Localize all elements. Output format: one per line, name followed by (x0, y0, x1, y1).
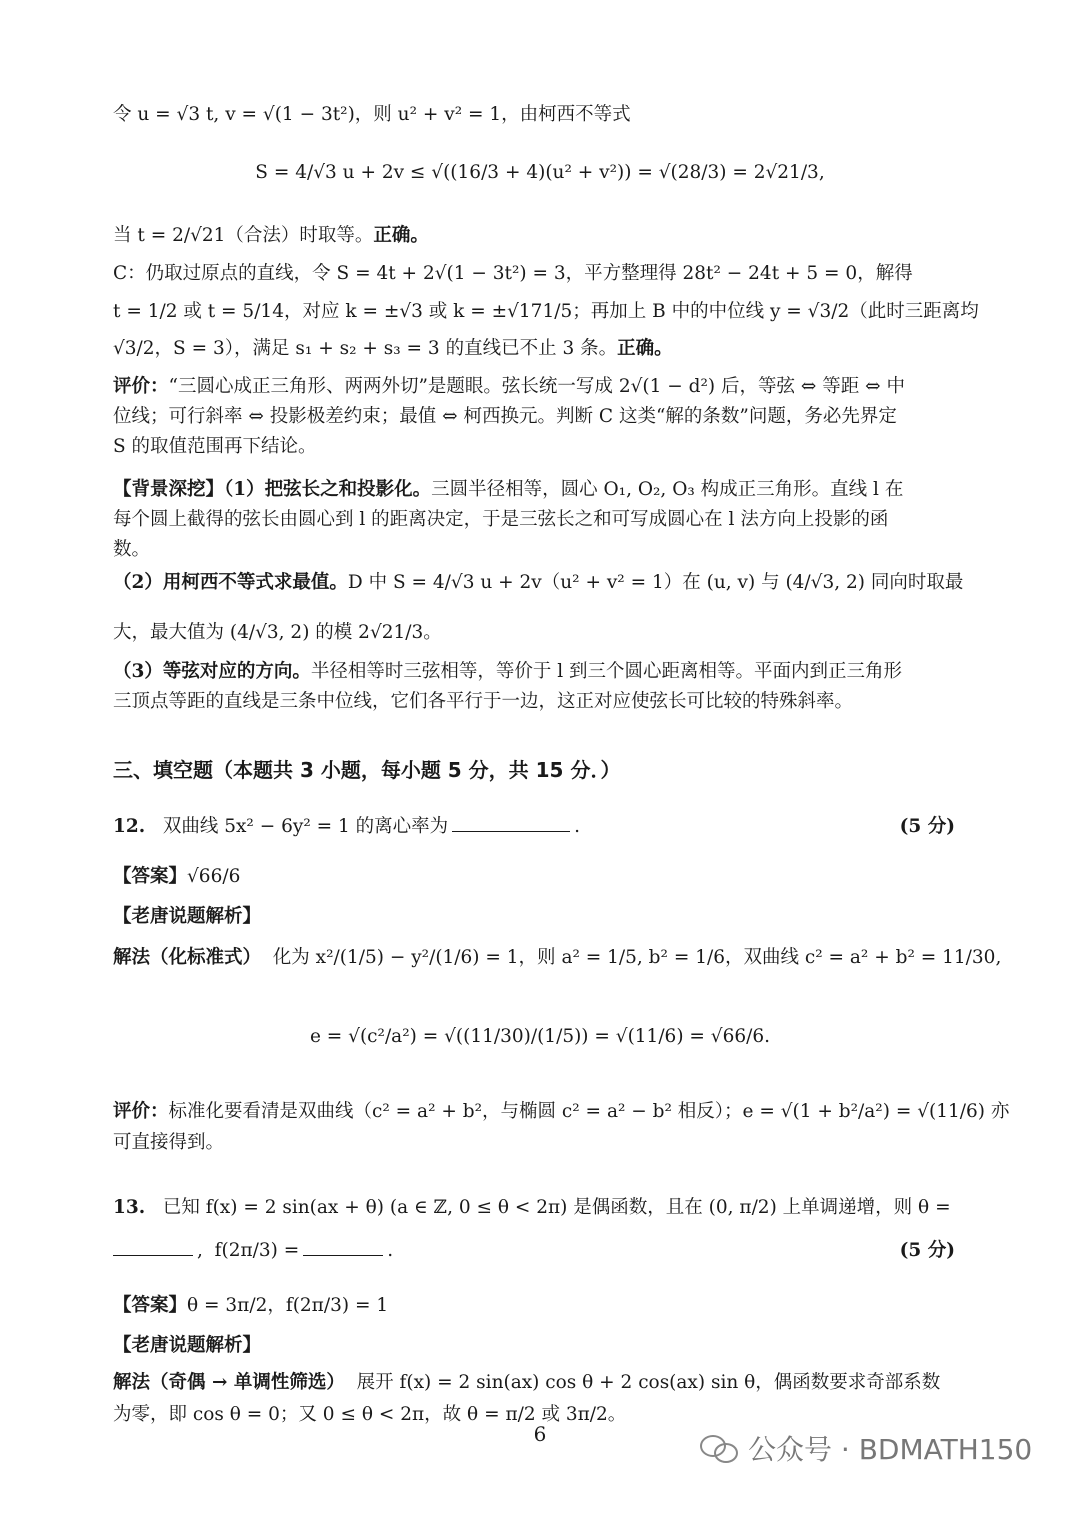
text-line: 评价：标准化要看清是双曲线（c² = a² + b²，与椭圆 c² = a² − b² 相反）；e = √(1 + b²/a²) = √(11/6) 亦 (113, 1101, 1010, 1122)
answer-blank[interactable] (303, 1237, 383, 1256)
analysis-heading: 【老唐说题解析】 (113, 1335, 262, 1356)
page-number: 6 (533, 1422, 547, 1446)
text-line: （3）等弦对应的方向。半径相等时三弦相等，等价于 l 到三个圆心距离相等。平面内到正三角形 (113, 661, 903, 682)
text-line: t = 1/2 或 t = 5/14，对应 k = ±√3 或 k = ±√171/5；再加上 B 中的中位线 y = √3/2（此时三距离均 (113, 301, 979, 322)
text-line: C：仍取过原点的直线，令 S = 4t + 2√(1 − 3t²) = 3，平方整理得 28t² − 24t + 5 = 0，解得 (113, 263, 913, 284)
text-line: 三顶点等距的直线是三条中位线，它们各平行于一边，这正对应使弦长可比较的特殊斜率。 (113, 691, 854, 712)
text-line: 当 t = 2/√21（合法）时取等。正确。 (113, 225, 429, 246)
question-13: 13. 已知 f(x) = 2 sin(ax + θ) (a ∈ ℤ, 0 ≤ θ < 2π) 是偶函数，且在 (0, π/2) 上单调递增，则 θ = (113, 1197, 951, 1218)
score-label: (5 分) (899, 1240, 955, 1261)
display-equation: S = 4/√3 u + 2v ≤ √((16/3 + 4)(u² + v²)) = √(28/3) = 2√21/3, (255, 162, 825, 183)
answer-blank[interactable] (452, 813, 570, 832)
display-equation: e = √(c²/a²) = √((11/30)/(1/5)) = √(11/6) = √66/6. (309, 1026, 771, 1047)
question-12: 12. 双曲线 5x² − 6y² = 1 的离心率为 . (113, 812, 970, 842)
text-line: 为零，即 cos θ = 0；又 0 ≤ θ < 2π，故 θ = π/2 或 3π/2。 (113, 1404, 627, 1425)
section-heading: 三、填空题（本题共 3 小题，每小题 5 分，共 15 分．） (113, 758, 621, 782)
text-line: 数。 (113, 539, 151, 560)
wechat-icon (700, 1433, 740, 1463)
text-line: 解法（化标准式） 化为 x²/(1/5) − y²/(1/6) = 1，则 a² = 1/5, b² = 1/6，双曲线 c² = a² + b² = 11/30, (113, 947, 1002, 968)
text-line: 每个圆上截得的弦长由圆心到 l 的距离决定，于是三弦长之和可写成圆心在 l 法方向上投影的函 (113, 509, 889, 530)
text-line: √3/2，S = 3），满足 s₁ + s₂ + s₃ = 3 的直线已不止 3 条。正确。 (113, 338, 673, 359)
score-label: (5 分) (899, 816, 955, 837)
text-line: S 的取值范围再下结论。 (113, 436, 317, 457)
text-line: （2）用柯西不等式求最值。D 中 S = 4/√3 u + 2v（u² + v² = 1）在 (u, v) 与 (4/√3, 2) 同向时取最 (113, 572, 964, 593)
answer-line: 【答案】√66/6 (113, 866, 241, 887)
answer-line: 【答案】θ = 3π/2，f(2π/3) = 1 (113, 1295, 389, 1316)
answer-blank[interactable] (113, 1237, 193, 1256)
text-line: 评价：“三圆心成正三角形、两两外切”是题眼。弦长统一写成 2√(1 − d²) 后，等弦 ⇔ 等距 ⇔ 中 (113, 376, 906, 397)
watermark: 公众号 · BDMATH150 (700, 1428, 1032, 1468)
text-line: 解法（奇偶 → 单调性筛选） 展开 f(x) = 2 sin(ax) cos θ + 2 cos(ax) sin θ，偶函数要求奇部系数 (113, 1372, 941, 1393)
question-13-blanks: , f(2π/3) = . (113, 1236, 970, 1266)
text-line: 位线；可行斜率 ⇔ 投影极差约束；最值 ⇔ 柯西换元。判断 C 这类“解的条数”问题，务必先界定 (113, 406, 897, 427)
text-line: 令 u = √3 t, v = √(1 − 3t²)，则 u² + v² = 1，由柯西不等式 (113, 104, 631, 125)
text-line: 大，最大值为 (4/√3, 2) 的模 2√21/3。 (113, 622, 442, 643)
text-line: 【背景深挖】（1）把弦长之和投影化。三圆半径相等，圆心 O₁, O₂, O₃ 构成正三角形。直线 l 在 (113, 479, 904, 500)
analysis-heading: 【老唐说题解析】 (113, 906, 262, 927)
text-line: 可直接得到。 (113, 1132, 225, 1153)
